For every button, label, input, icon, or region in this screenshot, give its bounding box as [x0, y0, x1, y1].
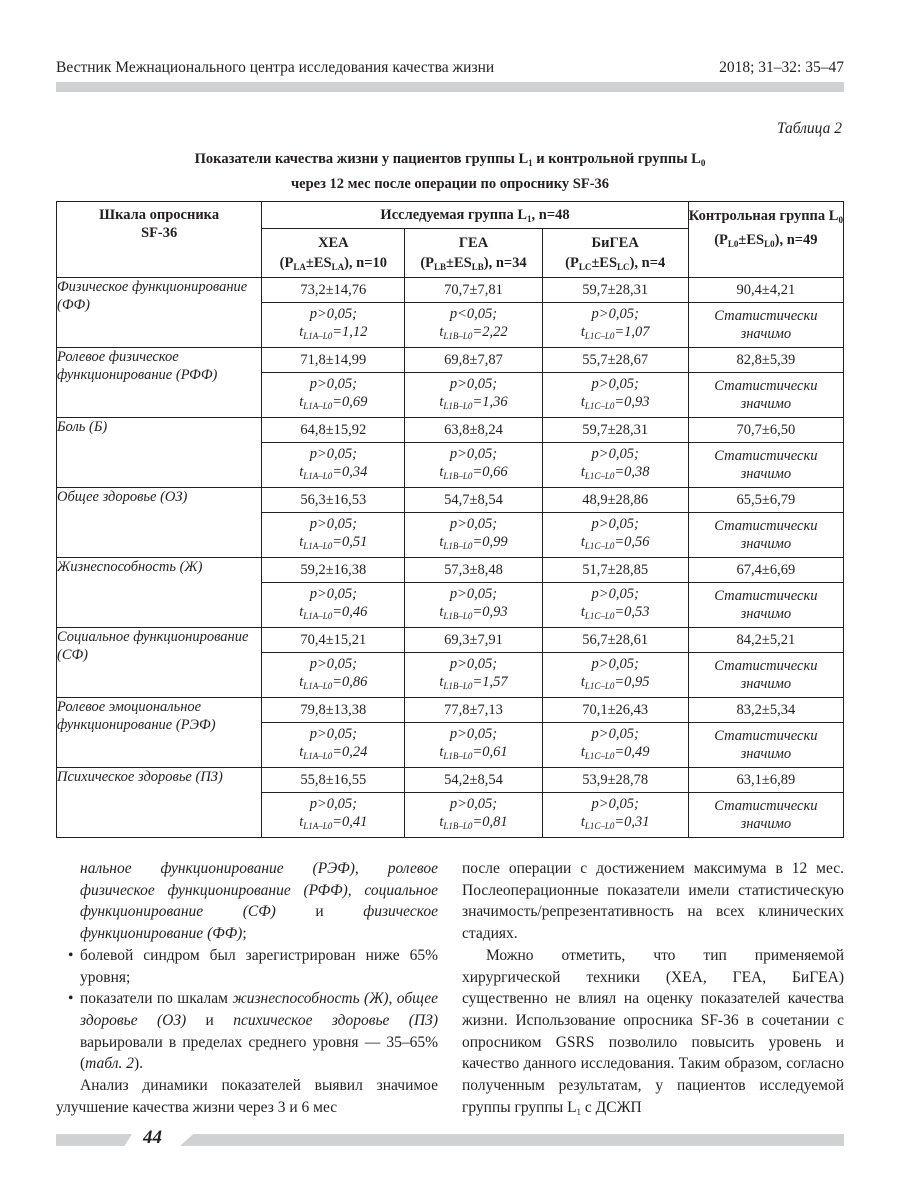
mean-value: 51,7±28,85	[542, 558, 688, 583]
mean-value: 65,5±6,79	[688, 488, 843, 513]
stat-cell: p>0,05; $t_{L1A-L0}=0,46$	[262, 583, 405, 628]
mean-value: 63,1±6,89	[688, 768, 843, 793]
significance-cell: Статистически значимо	[688, 583, 843, 628]
table-row	[57, 698, 844, 723]
findings-list	[56, 945, 438, 1075]
page-number: 44	[143, 1127, 162, 1148]
stat-cell: p>0,05; $t_{L1C-L0}=0,31$	[542, 793, 688, 838]
mean-value: 57,3±8,48	[405, 558, 542, 583]
table-label: Таблица 2	[776, 120, 842, 137]
stat-cell: p>0,05; $t_{L1C-L0}=0,93$	[542, 373, 688, 418]
stat-cell: p>0,05; $t_{L1B-L0}=0,81$	[405, 793, 542, 838]
mean-value: 90,4±4,21	[688, 278, 843, 303]
postop-paragraph: после операции с достижением максимума в 12 мес. Послеоперационные показатели имели статистическую значимость/репрезентативность на всех клинических стадиях.	[462, 860, 844, 943]
stat-cell: p>0,05; $t_{L1A-L0}=1,12$	[262, 303, 405, 348]
header-control-group: Контрольная группа $L_0$ $(P_{L0}\pm ES_{L0})$, n=49	[688, 202, 843, 278]
subheader-0: ХЕА $(P_{LA}\pm ES_{LA})$, n=10	[262, 229, 405, 278]
mean-value: 69,8±7,87	[405, 348, 542, 373]
significance-cell: Статистически значимо	[688, 793, 843, 838]
left-text-column	[56, 858, 438, 1118]
table-row	[57, 628, 844, 653]
running-header	[56, 59, 844, 77]
journal-title: Вестник Межнационального центра исследования качества жизни	[56, 59, 495, 76]
mean-value: 64,8±15,92	[262, 418, 405, 443]
mean-value: 70,7±6,50	[688, 418, 843, 443]
footer-bar-left	[56, 1134, 132, 1146]
footer-bar-right	[180, 1134, 844, 1146]
list-item: • болевой синдром был зарегистрирован ниже 65% уровня;	[56, 945, 438, 988]
table-row	[57, 348, 844, 373]
scale-name: Жизнеспособность (Ж)	[57, 558, 262, 628]
stat-cell: p>0,05; $t_{L1A-L0}=0,41$	[262, 793, 405, 838]
scale-name: Физическое функционирование (ФФ)	[57, 278, 262, 348]
scale-name: Психическое здоровье (ПЗ)	[57, 768, 262, 838]
mean-value: 55,8±16,55	[262, 768, 405, 793]
mean-value: 69,3±7,91	[405, 628, 542, 653]
stat-cell: p>0,05; $t_{L1B-L0}=0,61$	[405, 723, 542, 768]
mean-value: 67,4±6,69	[688, 558, 843, 583]
stat-cell: p>0,05; $t_{L1C-L0}=0,95$	[542, 653, 688, 698]
issue-info: 2018; 31–32: 35–47	[719, 59, 844, 76]
significance-cell: Статистически значимо	[688, 373, 843, 418]
mean-value: 54,2±8,54	[405, 768, 542, 793]
mean-value: 70,1±26,43	[542, 698, 688, 723]
header-study-group: Исследуемая группа $L_1$, n=48	[262, 202, 689, 229]
mean-value: 77,8±7,13	[405, 698, 542, 723]
mean-value: 59,2±16,38	[262, 558, 405, 583]
mean-value: 63,8±8,24	[405, 418, 542, 443]
mean-value: 82,8±5,39	[688, 348, 843, 373]
scale-name: Общее здоровье (ОЗ)	[57, 488, 262, 558]
stat-cell: p>0,05; $t_{L1C-L0}=0,53$	[542, 583, 688, 628]
mean-value: 59,7±28,31	[542, 278, 688, 303]
mean-value: 70,7±7,81	[405, 278, 542, 303]
mean-value: 84,2±5,21	[688, 628, 843, 653]
stat-cell: p<0,05; $t_{L1B-L0}=2,22$	[405, 303, 542, 348]
header-scale: Шкала опросника SF-36	[57, 202, 262, 278]
mean-value: 56,7±28,61	[542, 628, 688, 653]
scale-name: Боль (Б)	[57, 418, 262, 488]
mean-value: 53,9±28,78	[542, 768, 688, 793]
mean-value: 55,7±28,67	[542, 348, 688, 373]
stat-cell: p>0,05; $t_{L1A-L0}=0,69$	[262, 373, 405, 418]
header-divider-bar	[56, 82, 844, 92]
scale-name: Ролевое физическое функционирование (РФФ)	[57, 348, 262, 418]
stat-cell: p>0,05; $t_{L1C-L0}=0,49$	[542, 723, 688, 768]
right-text-column	[462, 858, 844, 1123]
stat-cell: p>0,05; $t_{L1A-L0}=0,86$	[262, 653, 405, 698]
stat-cell: p>0,05; $t_{L1B-L0}=1,57$	[405, 653, 542, 698]
scale-name: Ролевое эмоциональное функционирование (РЭФ)	[57, 698, 262, 768]
dynamics-paragraph: Анализ динамики показателей выявил значимое улучшение качества жизни через 3 и 6 мес	[56, 1077, 438, 1116]
stat-cell: p>0,05; $t_{L1C-L0}=0,38$	[542, 443, 688, 488]
table-row	[57, 488, 844, 513]
list-item: • показатели по шкалам жизнеспособность (Ж), общее здоровье (ОЗ) и психическое здоровье (ПЗ) варьировали в пределах среднего уровня — 35–65% (табл. 2).	[56, 988, 438, 1075]
stat-cell: p>0,05; $t_{L1B-L0}=0,93$	[405, 583, 542, 628]
results-table	[56, 201, 844, 838]
significance-cell: Статистически значимо	[688, 653, 843, 698]
subheader-2: БиГЕА $(P_{LC}\pm ES_{LC})$, n=4	[542, 229, 688, 278]
mean-value: 73,2±14,76	[262, 278, 405, 303]
mean-value: 71,8±14,99	[262, 348, 405, 373]
continued-paragraph: нальное функционирование (РЭФ), ролевое физическое функционирование (РФФ), социальное функционирование (СФ) и физическое функционирование (ФФ);	[80, 860, 438, 943]
table-row	[57, 768, 844, 793]
table-row	[57, 418, 844, 443]
significance-cell: Статистически значимо	[688, 513, 843, 558]
mean-value: 48,9±28,86	[542, 488, 688, 513]
significance-cell: Статистически значимо	[688, 723, 843, 768]
mean-value: 70,4±15,21	[262, 628, 405, 653]
stat-cell: p>0,05; $t_{L1A-L0}=0,24$	[262, 723, 405, 768]
stat-cell: p>0,05; $t_{L1B-L0}=1,36$	[405, 373, 542, 418]
significance-cell: Статистически значимо	[688, 443, 843, 488]
table-title: Показатели качества жизни у пациентов группы $L_1$ и контрольной группы $L_0$ через 12 мес после операции по опроснику SF-36	[194, 151, 706, 192]
significance-cell: Статистически значимо	[688, 303, 843, 348]
mean-value: 54,7±8,54	[405, 488, 542, 513]
stat-cell: p>0,05; $t_{L1C-L0}=0,56$	[542, 513, 688, 558]
mean-value: 79,8±13,38	[262, 698, 405, 723]
scale-name: Социальное функционирование (СФ)	[57, 628, 262, 698]
stat-cell: p>0,05; $t_{L1A-L0}=0,51$	[262, 513, 405, 558]
mean-value: 83,2±5,34	[688, 698, 843, 723]
table-row	[57, 278, 844, 303]
mean-value: 59,7±28,31	[542, 418, 688, 443]
stat-cell: p>0,05; $t_{L1A-L0}=0,34$	[262, 443, 405, 488]
stat-cell: p>0,05; $t_{L1B-L0}=0,66$	[405, 443, 542, 488]
subheader-1: ГЕА $(P_{LB}\pm ES_{LB})$, n=34	[405, 229, 542, 278]
table-row	[57, 558, 844, 583]
mean-value: 56,3±16,53	[262, 488, 405, 513]
stat-cell: p>0,05; $t_{L1B-L0}=0,99$	[405, 513, 542, 558]
stat-cell: p>0,05; $t_{L1C-L0}=1,07$	[542, 303, 688, 348]
conclusion-paragraph: Можно отметить, что тип применяемой хирургической техники (ХЕА, ГЕА, БиГЕА) существенно не влиял на оценку показателей качества жизни. Использование опросника SF-36 в сочетании с опросником GSRS позволило повысить уровень и качество данного исследования. Таким образом, согласно полученным результатам, у пациентов исследуемой группы группы $L_1$ с ДСЖП	[462, 946, 844, 1117]
